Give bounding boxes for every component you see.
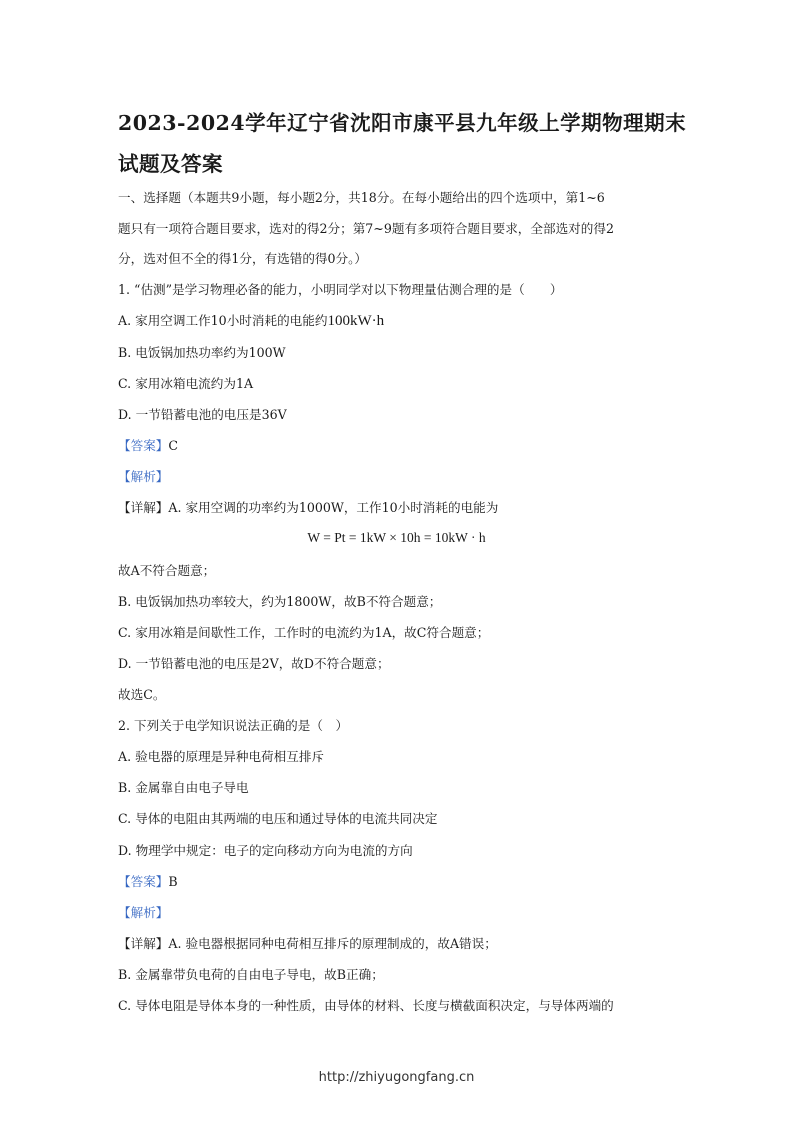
q1-formula: W = Pt = 1kW × 10h = 10kW · h [307, 530, 486, 545]
section-intro-line1: 一、选择题（本题共9小题，每小题2分，共18分。在每小题给出的四个选项中，第1~6 [118, 190, 605, 205]
q1-answer [118, 437, 178, 455]
q2-option-c: C. 导体的电阻由其两端的电压和通过导体的电流共同决定 [118, 811, 438, 826]
q1-option-a [118, 312, 384, 330]
q1-option-b: B. 电饭锅加热功率约为100W [118, 345, 286, 360]
q1-option-a-text: A. 家用空调工作10小时消耗的电能约 [118, 313, 328, 328]
q1-detail-line: 故选C。 [118, 687, 166, 702]
footer-url[interactable]: http://zhiyugongfang.cn [318, 1070, 475, 1085]
q2-stem: 2. 下列关于电学知识说法正确的是（ ） [118, 718, 349, 733]
q1-answer-tag: 【答案】 [118, 438, 169, 453]
doc-title-line1: 2023-2024学年辽宁省沈阳市康平县九年级上学期物理期末 [118, 111, 687, 135]
doc-title-line2: 试题及答案 [118, 152, 223, 176]
q2-detail-line: B. 金属靠带负电荷的自由电子导电，故B正确； [118, 967, 384, 982]
section-intro-line3: 分，选对但不全的得1分，有选错的得0分。） [118, 251, 368, 266]
q1-answer-value: C [168, 438, 179, 453]
q1-detail-line: C. 家用冰箱是间歇性工作，工作时的电流约为1A，故C符合题意； [118, 625, 490, 640]
q1-detail-a [118, 499, 498, 517]
q2-answer-tag: 【答案】 [118, 874, 169, 889]
q2-answer [118, 873, 178, 891]
q2-analysis [118, 904, 168, 922]
q2-option-d: D. 物理学中规定：电子的定向移动方向为电流的方向 [118, 843, 413, 858]
q2-option-a: A. 验电器的原理是异种电荷相互排斥 [118, 749, 325, 764]
q2-option-b: B. 金属靠自由电子导电 [118, 780, 249, 795]
q1-detail-a-text: A. 家用空调的功率约为1000W，工作10小时消耗的电能为 [168, 500, 499, 515]
q1-analysis [118, 468, 168, 486]
q2-detail-a [118, 935, 497, 953]
q1-stem: 1. “估测”是学习物理必备的能力，小明同学对以下物理量估测合理的是（ ） [118, 282, 563, 297]
q1-option-c: C. 家用冰箱电流约为1A [118, 376, 254, 391]
q1-detail-line: D. 一节铅蓄电池的电压是2V，故D不符合题意； [118, 656, 390, 671]
q2-answer-value: B [168, 874, 178, 889]
q1-detail-line: 故A不符合题意； [118, 563, 216, 578]
section-intro-line2: 题只有一项符合题目要求，选对的得2分；第7~9题有多项符合题目要求，全部选对的得2 [118, 221, 614, 236]
q2-analysis-tag: 【解析】 [118, 905, 169, 920]
q2-detail-tag: 【详解】 [118, 936, 169, 951]
q2-detail-a-text: A. 验电器根据同种电荷相互排斥的原理制成的，故A错误； [168, 936, 497, 951]
q1-option-a-value: 100kW·h [327, 313, 385, 329]
q1-detail-line: B. 电饭锅加热功率较大，约为1800W，故B不符合题意； [118, 594, 442, 609]
q1-detail-tag: 【详解】 [118, 500, 169, 515]
q2-detail-line: C. 导体电阻是导体本身的一种性质，由导体的材料、长度与横截面积决定，与导体两端的 [118, 998, 614, 1013]
q1-analysis-tag: 【解析】 [118, 469, 169, 484]
q1-option-d: D. 一节铅蓄电池的电压是36V [118, 407, 287, 422]
